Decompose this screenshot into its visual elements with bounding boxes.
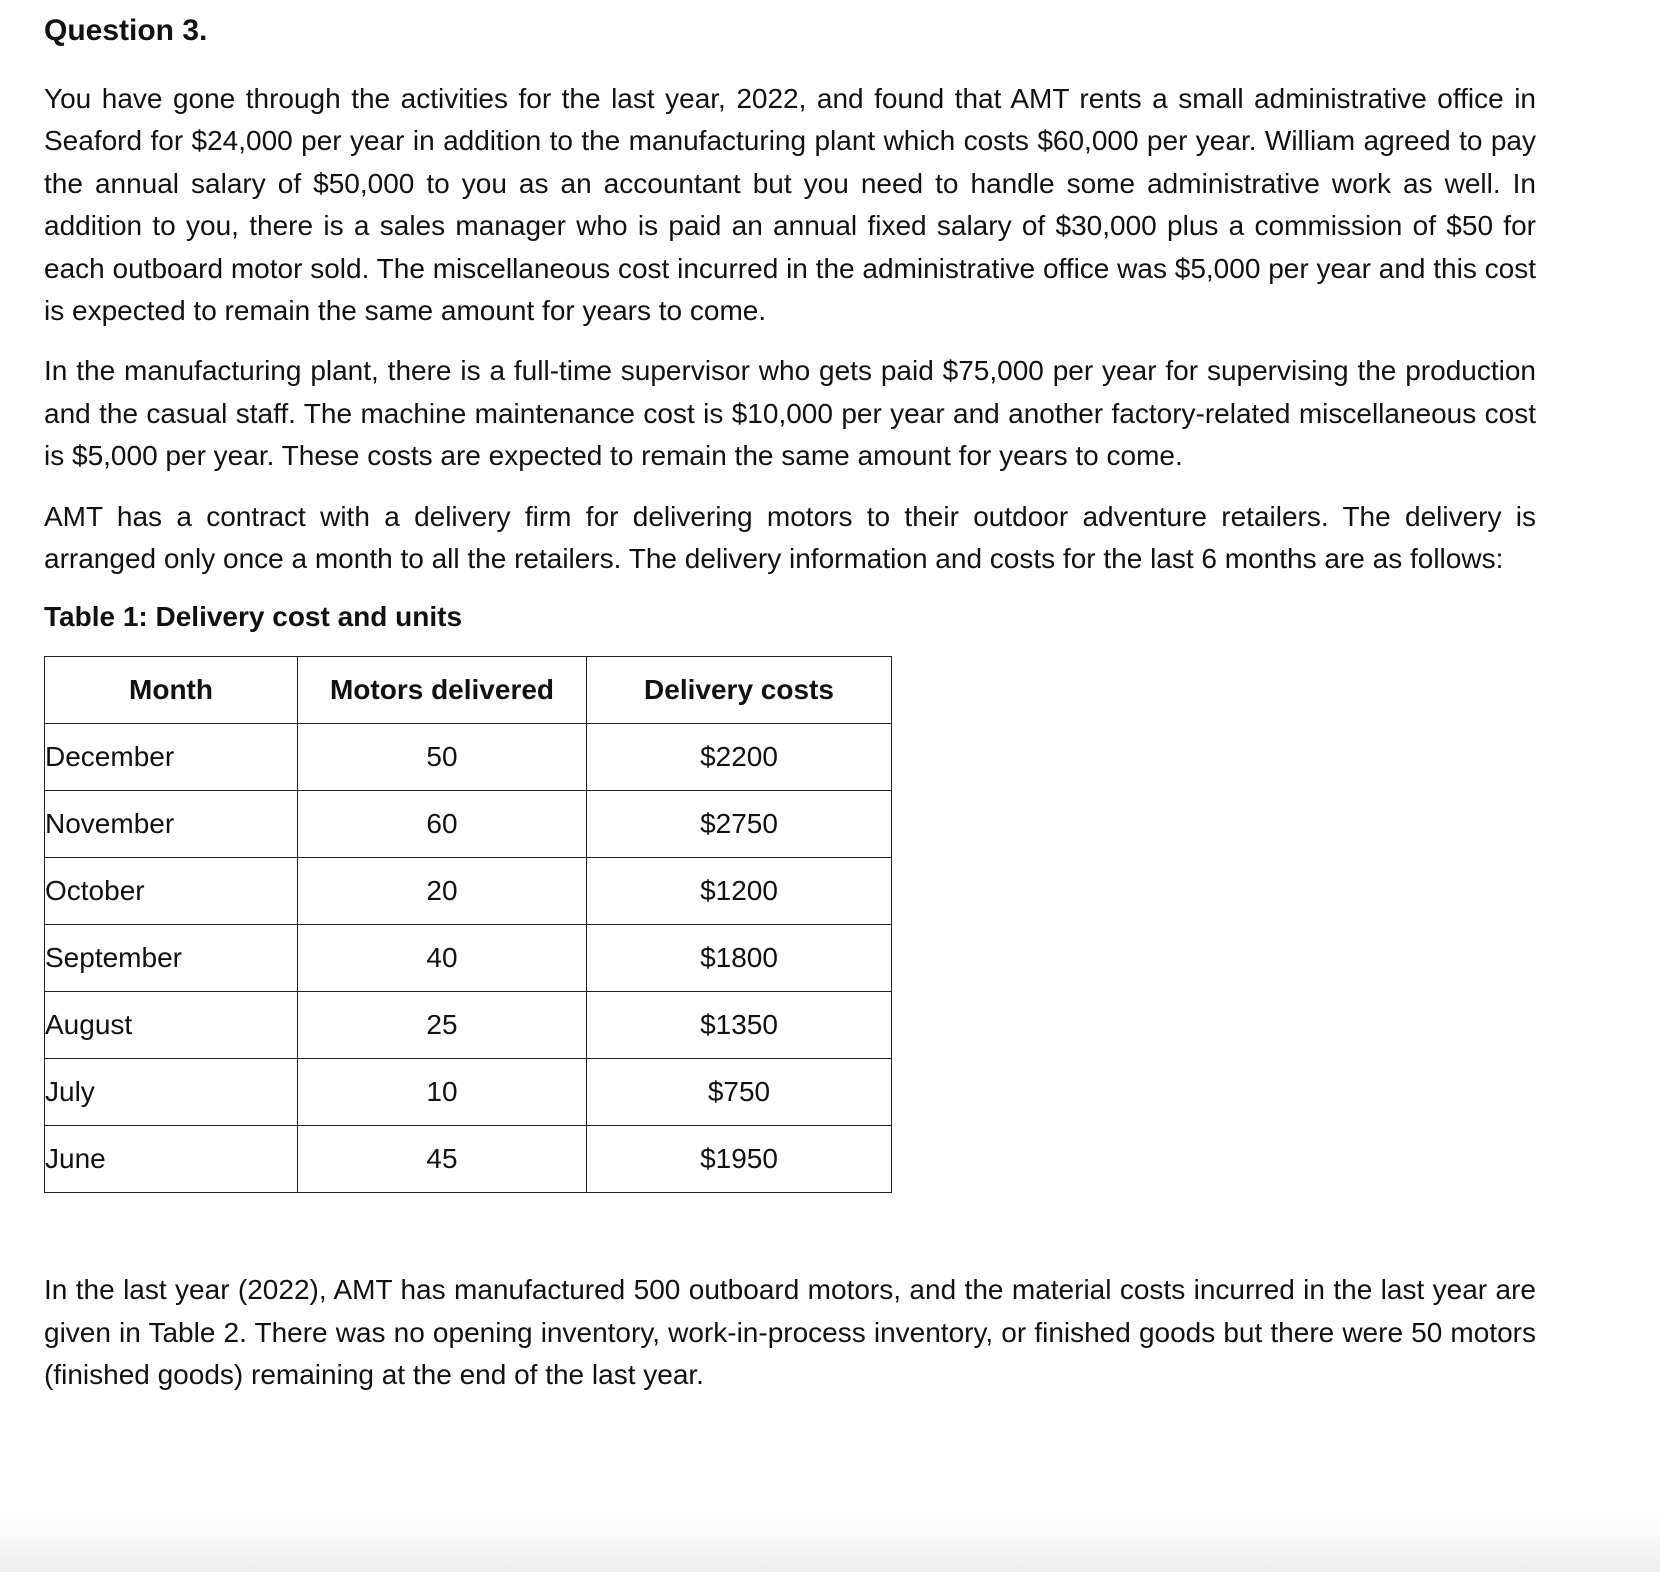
document-page xyxy=(44,10,1536,1397)
month-cell: September xyxy=(45,925,298,992)
table-row xyxy=(45,992,892,1059)
header-motors-delivered: Motors delivered xyxy=(298,657,587,724)
month-cell: June xyxy=(45,1126,298,1193)
cost-cell: $2200 xyxy=(587,724,892,791)
cost-cell: $1200 xyxy=(587,858,892,925)
month-cell: August xyxy=(45,992,298,1059)
header-month: Month xyxy=(45,657,298,724)
motors-cell: 50 xyxy=(298,724,587,791)
paragraph-manufacturing-summary: In the last year (2022), AMT has manufactured 500 outboard motors, and the material costs incurred in the last year are given in Table 2. There was no opening inventory, work-in-process inventory, or finished goods but there were 50 motors (finished goods) remaining at the end of the last year. xyxy=(44,1274,1536,1391)
motors-cell: 25 xyxy=(298,992,587,1059)
motors-cell: 60 xyxy=(298,791,587,858)
motors-cell: 40 xyxy=(298,925,587,992)
motors-cell: 10 xyxy=(298,1059,587,1126)
table-row xyxy=(45,791,892,858)
table-row xyxy=(45,858,892,925)
table-row xyxy=(45,724,892,791)
delivery-table xyxy=(44,656,892,1193)
month-cell: July xyxy=(45,1059,298,1126)
month-cell: November xyxy=(45,791,298,858)
table-row xyxy=(45,1059,892,1126)
cost-cell: $750 xyxy=(587,1059,892,1126)
table-row xyxy=(45,1126,892,1193)
table-row xyxy=(45,925,892,992)
cost-cell: $1800 xyxy=(587,925,892,992)
question-title: Question 3. xyxy=(44,14,208,47)
motors-cell: 45 xyxy=(298,1126,587,1193)
motors-cell: 20 xyxy=(298,858,587,925)
paragraph-plant-costs: In the manufacturing plant, there is a full-time supervisor who gets paid $75,000 per year for supervising the production and the casual staff. The machine maintenance cost is $10,000 per year and another factory-related miscellaneous cost is $5,000 per year. These costs are expected to remain the same amount for years to come. xyxy=(44,355,1536,472)
month-cell: December xyxy=(45,724,298,791)
cost-cell: $1350 xyxy=(587,992,892,1059)
paragraph-admin-costs: You have gone through the activities for the last year, 2022, and found that AMT rents a small administrative office in Seaford for $24,000 per year in addition to the manufacturing plant which costs $60,000 per year. William agreed to pay the annual salary of $50,000 to you as an accountant but you need to handle some administrative work as well. In addition to you, there is a sales manager who is paid an annual fixed salary of $30,000 plus a commission of $50 for each outboard motor sold. The miscellaneous cost incurred in the administrative office was $5,000 per year and this cost is expected to remain the same amount for years to come. xyxy=(44,83,1536,327)
table-caption: Table 1: Delivery cost and units xyxy=(44,601,463,633)
header-delivery-costs: Delivery costs xyxy=(587,657,892,724)
cost-cell: $1950 xyxy=(587,1126,892,1193)
month-cell: October xyxy=(45,858,298,925)
table-header-row xyxy=(45,657,892,724)
cost-cell: $2750 xyxy=(587,791,892,858)
paragraph-delivery-contract: AMT has a contract with a delivery firm for delivering motors to their outdoor adventure retailers. The delivery is arranged only once a month to all the retailers. The delivery information and costs for the last 6 months are as follows: xyxy=(44,500,1536,575)
page-bottom-shadow xyxy=(0,1516,1660,1572)
